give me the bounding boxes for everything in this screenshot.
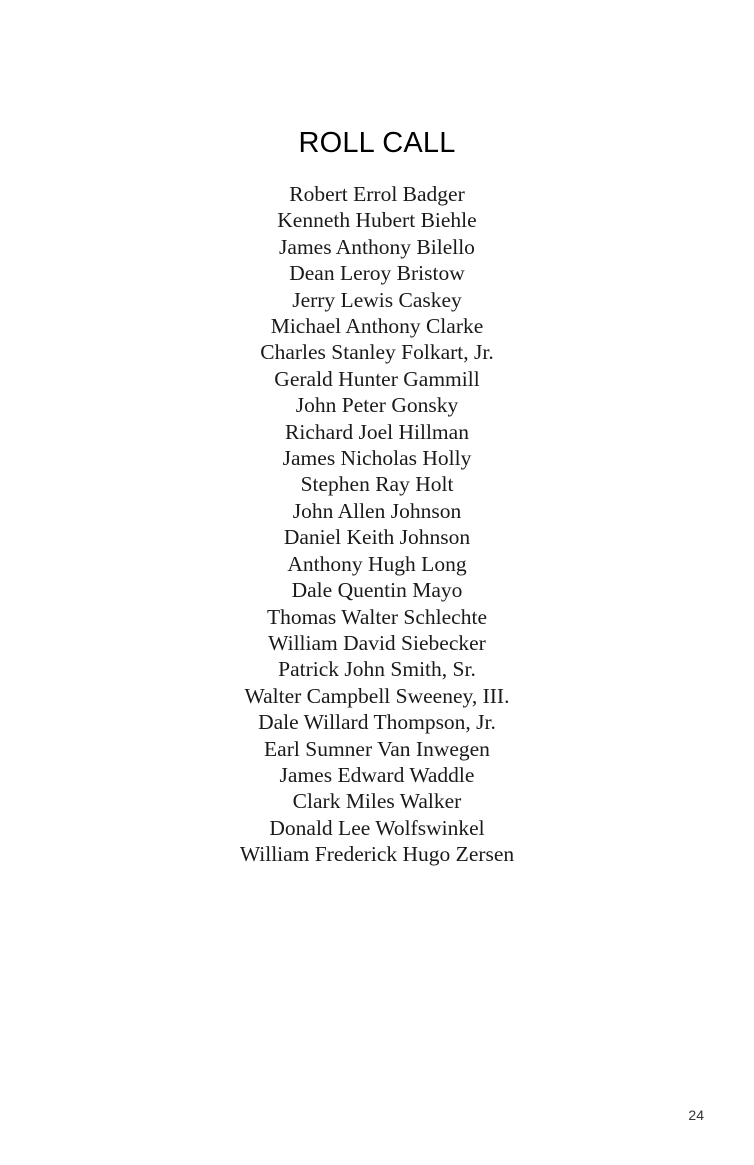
roll-call-name: William Frederick Hugo Zersen — [239, 842, 515, 867]
roll-call-name: James Nicholas Holly — [282, 446, 472, 471]
roll-call-name: Anthony Hugh Long — [287, 551, 467, 576]
roll-call-name: Dean Leroy Bristow — [289, 261, 465, 286]
roll-call-name: Jerry Lewis Caskey — [292, 287, 462, 312]
roll-call-name: Thomas Walter Schlechte — [267, 604, 487, 629]
roll-call-name: James Anthony Bilello — [279, 234, 475, 259]
roll-call-list — [0, 181, 754, 868]
roll-call-name: Robert Errol Badger — [289, 182, 465, 206]
roll-call-name: Clark Miles Walker — [292, 789, 462, 814]
roll-call-name: Richard Joel Hillman — [285, 419, 469, 444]
roll-call-name: Walter Campbell Sweeney, III. — [244, 683, 510, 708]
roll-call-name: Michael Anthony Clarke — [270, 314, 484, 339]
roll-call-name: James Edward Waddle — [279, 762, 475, 787]
roll-call-name: Patrick John Smith, Sr. — [278, 657, 476, 682]
roll-call-name: Charles Stanley Folkart, Jr. — [260, 340, 494, 365]
page-number: 24 — [688, 1107, 704, 1123]
roll-call-name: Earl Sumner Van Inwegen — [264, 736, 490, 761]
roll-call-name: Kenneth Hubert Biehle — [277, 208, 477, 233]
roll-call-name: Stephen Ray Holt — [300, 472, 454, 497]
page-title: ROLL CALL — [298, 127, 456, 159]
roll-call-name: Gerald Hunter Gammill — [274, 366, 480, 391]
roll-call-name: Donald Lee Wolfswinkel — [269, 815, 485, 840]
roll-call-name: John Allen Johnson — [292, 498, 462, 523]
roll-call-name: John Peter Gonsky — [295, 393, 459, 418]
roll-call-name: William David Siebecker — [268, 630, 486, 655]
roll-call-name: Daniel Keith Johnson — [283, 525, 471, 550]
roll-call-name: Dale Willard Thompson, Jr. — [258, 710, 496, 735]
roll-call-name: Dale Quentin Mayo — [291, 578, 463, 603]
